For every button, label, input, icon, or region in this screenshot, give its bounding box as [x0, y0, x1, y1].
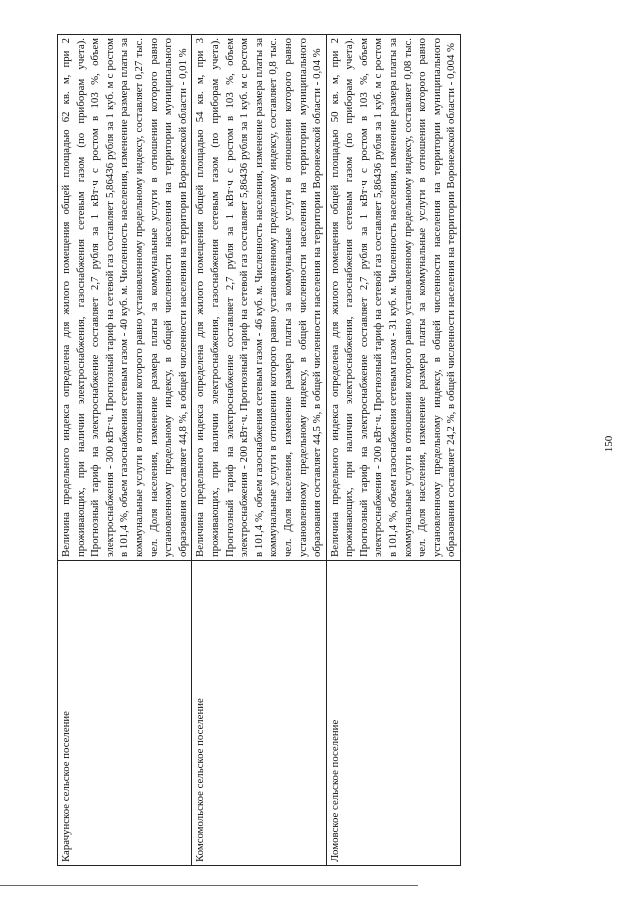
settlement-description-cell: Величина предельного индекса определена для жилого помещения общей площадью 62 кв. м, при 2 проживающих, при наличии электроснабжения, газоснабжения сетевым газом (по приборам учета). Прогнозный тариф на электроснабжение составляет 2,7 рубля за 1 кВт·ч с ростом в 103 %, объем электроснабжения - 300 кВт·ч. Прогнозный тариф на сетевой газ составляет 5,86436 рубля за 1 куб. м с ростом в 101,4 %, объем газоснабжения сетевым газом - 40 куб. м. Численность населения, изменение размера платы за коммунальные услуги в отношении которого равно установленному предельному индексу, составляет 0,27 тыс. чел. Доля населения, изменение размера платы за коммунальные услуги в отношении которого равно установленному предельному индексу, в общей численности населения на территории муниципального образования составляет 44,8 %, в общей численности населения на территории Воронежской области - 0,01 %: [58, 35, 192, 561]
settlement-name-cell: Комсомольское сельское поселение: [192, 561, 326, 866]
table-row: [58, 35, 192, 866]
rotated-table-area: [57, 34, 581, 866]
settlement-description-cell: Величина предельного индекса определена для жилого помещения общей площадью 50 кв. м, при 2 проживающих, при наличии электроснабжения, газоснабжения сетевым газом (по приборам учета). Прогнозный тариф на электроснабжение составляет 2,7 рубля за 1 кВт·ч с ростом в 103 %, объем электроснабжения - 200 кВт·ч. Прогнозный тариф на сетевой газ составляет 5,86436 рубля за 1 куб. м с ростом в 101,4 %, объем газоснабжения сетевым газом - 31 куб. м. Численность населения, изменение размера платы за коммунальные услуги в отношении которого равно установленному предельному индексу, составляет 0,08 тыс. чел. Доля населения, изменение размера платы за коммунальные услуги в отношении которого равно установленному предельному индексу, в общей численности населения на территории муниципального образования составляет 24,2 %, в общей численности населения на территории Воронежской области - 0,004 %: [326, 35, 460, 561]
settlements-table: [57, 34, 461, 866]
rotated-content: [57, 34, 581, 866]
settlement-name-cell: Ломовское сельское поселение: [326, 561, 460, 866]
settlement-name-cell: Карачунское сельское поселение: [58, 561, 192, 866]
table-row: [192, 35, 326, 866]
bottom-divider: [0, 885, 418, 886]
table-row: [326, 35, 460, 866]
settlement-description-cell: Величина предельного индекса определена для жилого помещения общей площадью 54 кв. м, при 3 проживающих, при наличии электроснабжения, газоснабжения сетевым газом (по приборам учета). Прогнозный тариф на электроснабжение составляет 2,7 рубля за 1 кВт·ч с ростом в 103 %, объем электроснабжения - 200 кВт·ч. Прогнозный тариф на сетевой газ составляет 5,86436 рубля за 1 куб. м с ростом в 101,4 %, объем газоснабжения сетевым газом - 46 куб. м. Численность населения, изменение размера платы за коммунальные услуги в отношении которого равно установленному предельному индексу, составляет 0,8 тыс. чел. Доля населения, изменение размера платы за коммунальные услуги в отношении которого равно установленному предельному индексу, в общей численности населения на территории муниципального образования составляет 44,5 %, в общей численности населения на территории Воронежской области - 0,04 %: [192, 35, 326, 561]
page-number: 150: [603, 435, 615, 453]
